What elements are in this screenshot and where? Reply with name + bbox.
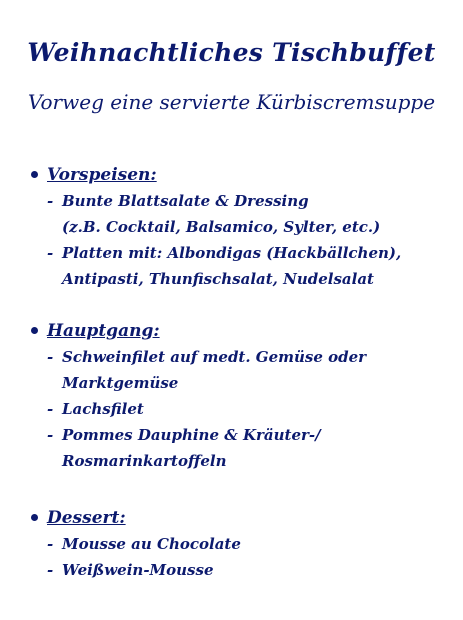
bullet-icon (31, 514, 38, 521)
list-item (28, 531, 448, 557)
dash-icon: - (47, 400, 54, 418)
dash-icon: - (47, 561, 54, 579)
list-item-line: Weißwein-Mousse (62, 561, 214, 579)
section-heading (28, 318, 448, 344)
section-heading-label: Vorspeisen: (47, 165, 157, 185)
list-item (28, 396, 448, 422)
section-hauptgang (28, 318, 448, 474)
dash-icon: - (47, 192, 54, 210)
list-item-line: Marktgemüse (62, 374, 179, 392)
list-item-line: Pommes Dauphine & Kräuter-/ (62, 426, 321, 444)
list-item-line: (z.B. Cocktail, Balsamico, Sylter, etc.) (62, 218, 381, 236)
list-item (28, 188, 448, 240)
list-item-line: Platten mit: Albondigas (Hackbällchen), (62, 244, 402, 262)
page-subtitle: Vorweg eine servierte Kürbiscremsuppe (27, 90, 436, 114)
section-heading-label: Hauptgang: (47, 321, 160, 341)
list-item-line: Antipasti, Thunfischsalat, Nudelsalat (62, 270, 374, 288)
list-item-line: Mousse au Chocolate (62, 535, 241, 553)
list-item (28, 344, 448, 396)
list-item (28, 557, 448, 583)
section-dessert (28, 505, 448, 583)
list-item (28, 240, 448, 292)
list-item-line: Bunte Blattsalate & Dressing (62, 192, 309, 210)
section-heading (28, 505, 448, 531)
dash-icon: - (47, 348, 54, 366)
dash-icon: - (47, 244, 54, 262)
page-title: Weihnachtliches Tischbuffet (27, 38, 436, 67)
list-item-line: Lachsfilet (62, 400, 144, 418)
dash-icon: - (47, 535, 54, 553)
bullet-icon (31, 327, 38, 334)
list-item (28, 422, 448, 474)
list-item-line: Schweinfilet auf medt. Gemüse oder (62, 348, 367, 366)
section-vorspeisen (28, 162, 448, 292)
section-heading-label: Dessert: (47, 508, 126, 528)
bullet-icon (31, 171, 38, 178)
list-item-line: Rosmarinkartoffeln (62, 452, 227, 470)
section-heading (28, 162, 448, 188)
dash-icon: - (47, 426, 54, 444)
